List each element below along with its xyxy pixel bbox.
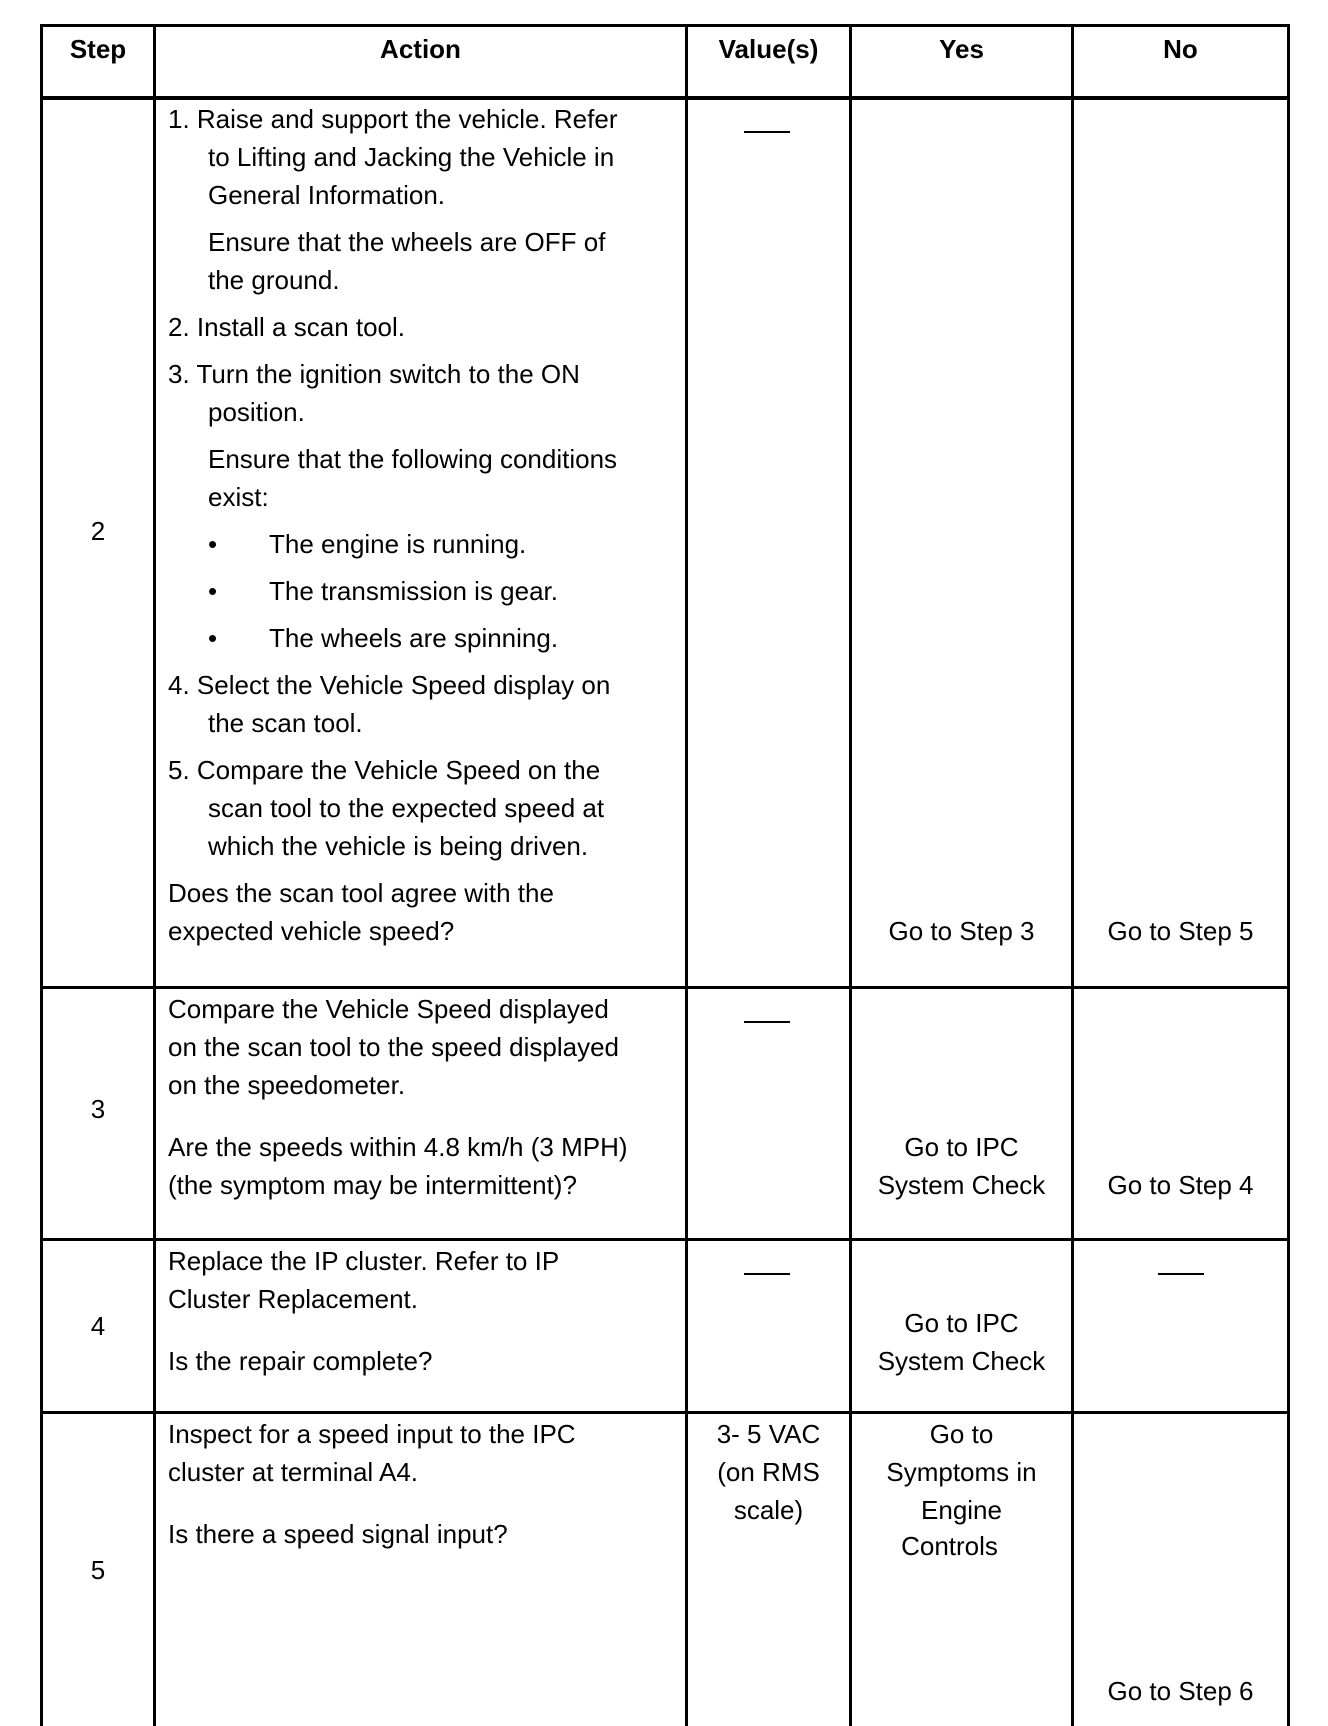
no-result: Go to Step 4 — [1107, 1170, 1254, 1200]
yes-result: Go to IPC — [904, 1308, 1019, 1338]
action-line: 3. Turn the ignition switch to the ON — [168, 359, 580, 389]
question-line: Does the scan tool agree with the — [168, 878, 554, 908]
action-line: on the speedometer. — [168, 1070, 406, 1100]
action-line: exist: — [208, 482, 269, 512]
table-top-border — [40, 24, 1290, 27]
bullet-dot: • — [208, 576, 218, 606]
action-line: position. — [208, 397, 305, 427]
column-divider — [153, 24, 156, 1726]
bullet-dot: • — [208, 623, 218, 653]
action-line: Ensure that the following conditions — [208, 444, 618, 474]
yes-result: System Check — [877, 1170, 1046, 1200]
action-line: 1. Raise and support the vehicle. Refer — [168, 104, 618, 134]
step-number: 5 — [90, 1555, 106, 1585]
table-left-border — [40, 24, 43, 1726]
action-line: Cluster Replacement. — [168, 1284, 418, 1314]
action-line: which the vehicle is being driven. — [208, 831, 589, 861]
no-value-dash — [744, 1273, 790, 1275]
step-number: 3 — [90, 1094, 106, 1124]
question-line: expected vehicle speed? — [168, 916, 455, 946]
column-divider — [1071, 24, 1074, 1726]
yes-result: Controls — [901, 1531, 998, 1561]
header-no: No — [1163, 34, 1198, 64]
value-line: (on RMS — [717, 1457, 820, 1487]
yes-result: Go to IPC — [904, 1132, 1019, 1162]
action-line: 5. Compare the Vehicle Speed on the — [168, 755, 601, 785]
row-divider — [40, 986, 1290, 989]
no-result: Go to Step 6 — [1107, 1676, 1254, 1706]
bullet-item: The engine is running. — [269, 529, 527, 559]
action-line: General Information. — [208, 180, 446, 210]
yes-result: Go to — [929, 1419, 994, 1449]
action-line: on the scan tool to the speed displayed — [168, 1032, 619, 1062]
header-step: Step — [69, 34, 127, 64]
header-yes: Yes — [939, 34, 984, 64]
question-line: Is the repair complete? — [168, 1346, 433, 1376]
yes-result: Symptoms in — [886, 1457, 1037, 1487]
table-right-border — [1287, 24, 1290, 1726]
row-divider — [40, 1411, 1290, 1414]
question-line: Are the speeds within 4.8 km/h (3 MPH) — [168, 1132, 628, 1162]
step-number: 2 — [90, 516, 106, 546]
no-result-dash — [1158, 1273, 1204, 1275]
diagnostic-table — [40, 24, 1290, 1726]
action-line: to Lifting and Jacking the Vehicle in — [208, 142, 615, 172]
yes-result: Engine — [921, 1495, 1002, 1525]
no-value-dash — [744, 131, 790, 133]
yes-result: Go to Step 3 — [888, 916, 1035, 946]
bullet-dot: • — [208, 529, 218, 559]
action-line: cluster at terminal A4. — [168, 1457, 418, 1487]
value-line: scale) — [733, 1495, 804, 1525]
header-action: Action — [380, 34, 461, 64]
action-line: scan tool to the expected speed at — [208, 793, 605, 823]
action-line: Compare the Vehicle Speed displayed — [168, 994, 609, 1024]
action-line: 2. Install a scan tool. — [168, 312, 406, 342]
question-line: Is there a speed signal input? — [168, 1519, 508, 1549]
action-line: Replace the IP cluster. Refer to IP — [168, 1246, 560, 1276]
value-line: 3- 5 VAC — [716, 1419, 821, 1449]
yes-result: System Check — [877, 1346, 1046, 1376]
no-value-dash — [744, 1021, 790, 1023]
bullet-item: The wheels are spinning. — [269, 623, 559, 653]
no-result: Go to Step 5 — [1107, 916, 1254, 946]
action-line: 4. Select the Vehicle Speed display on — [168, 670, 611, 700]
action-line: Inspect for a speed input to the IPC — [168, 1419, 576, 1449]
header-values: Value(s) — [718, 34, 819, 64]
action-line: Ensure that the wheels are OFF of — [208, 227, 606, 257]
row-divider — [40, 1238, 1290, 1241]
action-line: the scan tool. — [208, 708, 363, 738]
step-number: 4 — [90, 1311, 106, 1341]
question-line: (the symptom may be intermittent)? — [168, 1170, 577, 1200]
bullet-item: The transmission is gear. — [269, 576, 559, 606]
action-line: the ground. — [208, 265, 340, 295]
